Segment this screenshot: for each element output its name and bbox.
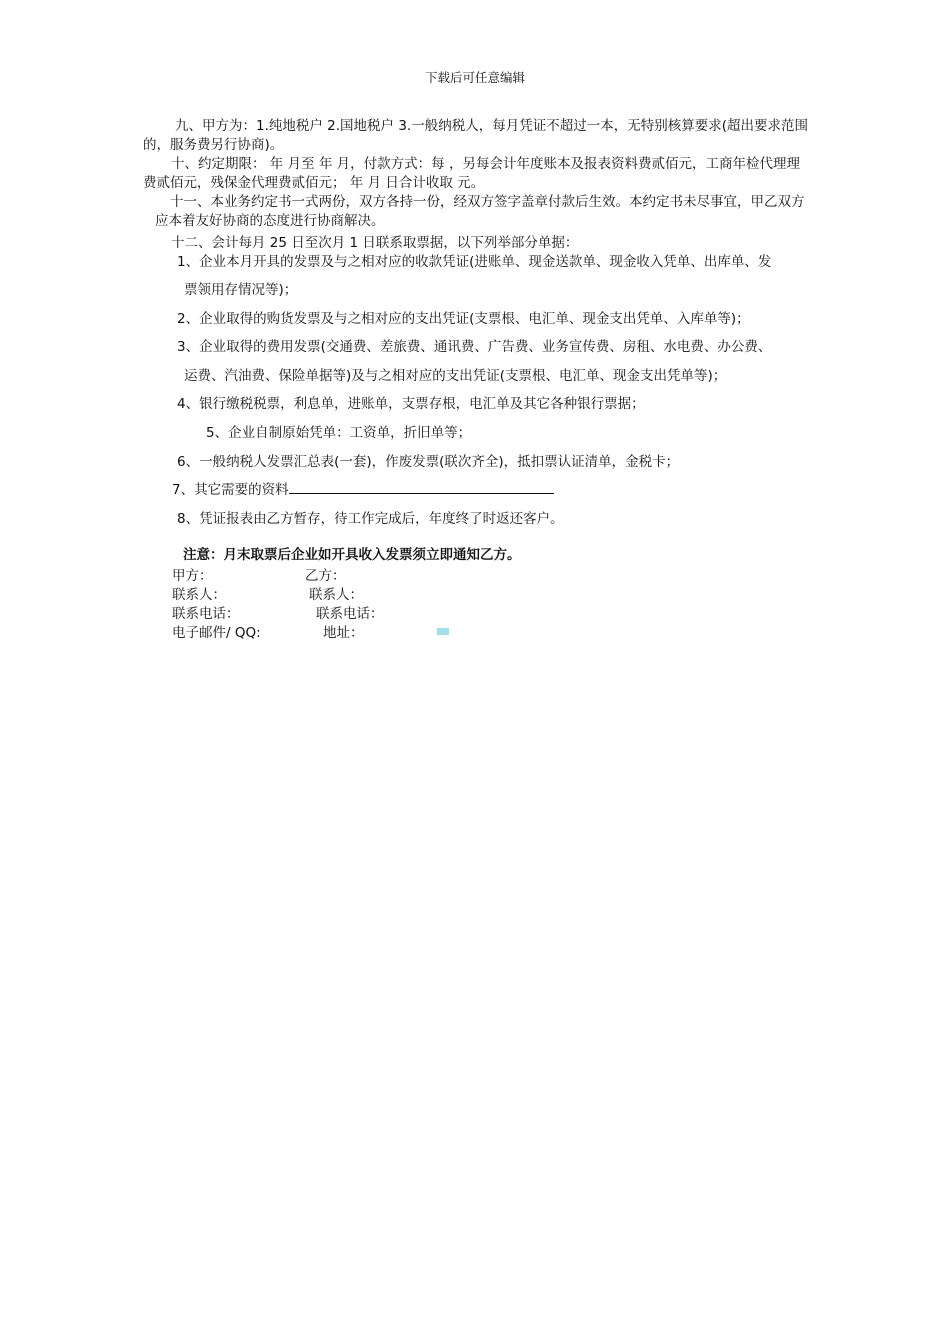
list-item: 4、银行缴税税票，利息单，进账单，支票存根，电汇单及其它各种银行票据； <box>177 396 645 412</box>
phone-a-label: 联系电话： <box>172 606 240 622</box>
list-item-label: 7、其它需要的资料 <box>172 482 289 498</box>
clause-12: 十二、会计每月 25 日至次月 1 日联系取票据，以下列举部分单据： <box>171 235 579 251</box>
clause-9: 九、甲方为：1.纯地税户 2.国地税户 3.一般纳税人，每月凭证不超过一本，无特别核算要求(超出要求范围的，服务费另行协商)。 <box>143 118 808 153</box>
list-item: 6、一般纳税人发票汇总表(一套)，作废发票(联次齐全)，抵扣票认证清单，金税卡； <box>177 454 680 470</box>
list-item: 运费、汽油费、保险单据等)及与之相对应的支出凭证(支票根、电汇单、现金支出凭单等)； <box>184 368 727 384</box>
list-item: 票领用存情况等)； <box>184 282 298 298</box>
contact-a-label: 联系人： <box>172 587 226 603</box>
list-item: 5、企业自制原始凭单：工资单，折旧单等； <box>206 425 472 441</box>
fill-in-line <box>289 479 554 494</box>
clause-11: 十一、本业务约定书一式两份，双方各持一份，经双方签字盖章付款后生效。本约定书未尽事宜，甲乙双方应本着友好协商的态度进行协商解决。 <box>155 194 805 229</box>
highlight-mark <box>437 628 449 635</box>
list-item: 8、凭证报表由乙方暂存，待工作完成后，年度终了时返还客户。 <box>177 511 564 527</box>
email-a-label: 电子邮件/ QQ: <box>172 625 261 641</box>
notice: 注意：月末取票后企业如开具收入发票须立即通知乙方。 <box>183 547 521 563</box>
phone-b-label: 联系电话： <box>316 606 384 622</box>
list-item: 2、企业取得的购货发票及与之相对应的支出凭证(支票根、电汇单、现金支出凭单、入库单等)； <box>177 311 750 327</box>
list-item: 3、企业取得的费用发票(交通费、差旅费、通讯费、广告费、业务宣传费、房租、水电费、办公费、 <box>177 339 772 355</box>
contact-b-label: 联系人： <box>309 587 363 603</box>
clause-10: 十、约定期限： 年 月至 年 月，付款方式：每 ，另每会计年度账本及报表资料费贰佰元，工商年检代理理费贰佰元，残保金代理费贰佰元； 年 月 日合计收取 元。 <box>143 156 800 191</box>
party-a-label: 甲方： <box>172 568 213 584</box>
party-b-label: 乙方： <box>305 568 346 584</box>
page-header: 下载后可任意编辑 <box>424 70 525 85</box>
address-b-label: 地址： <box>323 625 364 641</box>
list-item: 1、企业本月开具的发票及与之相对应的收款凭证(进账单、现金送款单、现金收入凭单、出库单、发 <box>177 254 772 270</box>
list-item <box>172 478 554 498</box>
